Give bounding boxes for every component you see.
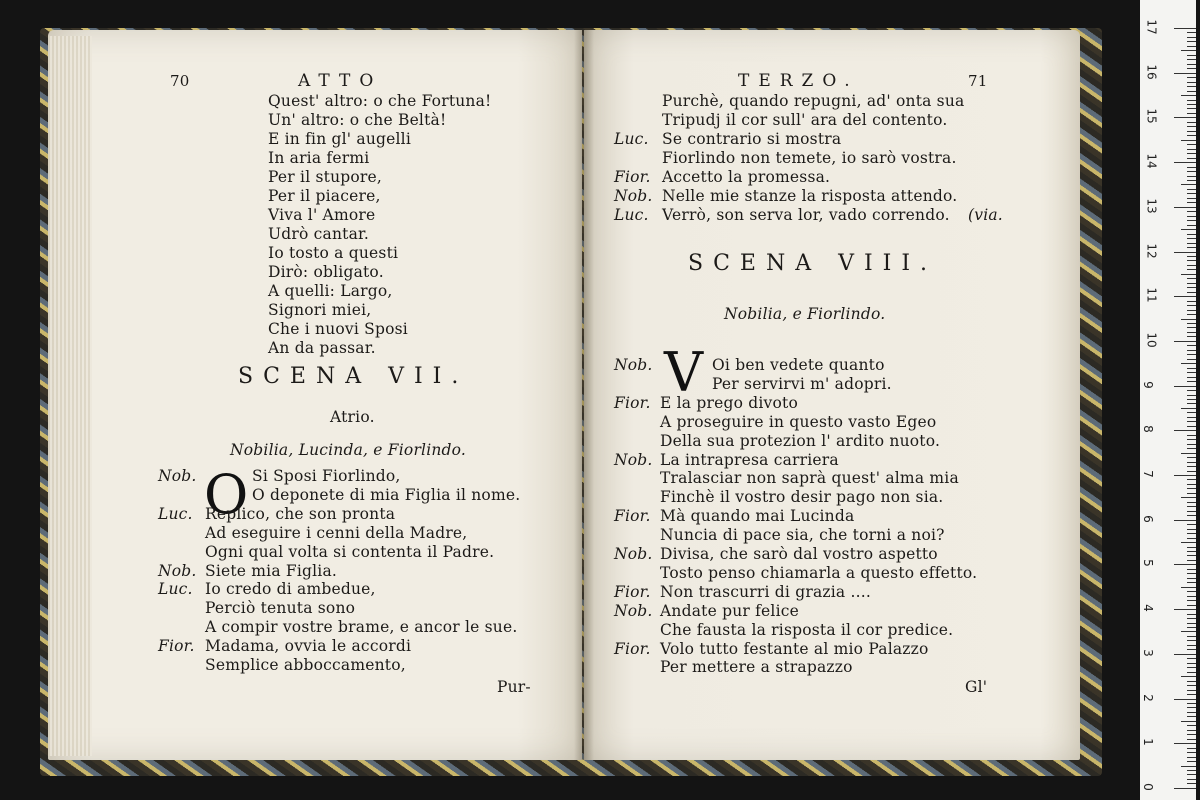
ruler-tick bbox=[1174, 117, 1196, 118]
ruler-minor-tick bbox=[1187, 623, 1196, 624]
dialogue-line: Tripudj il cor sull' ara del contento. bbox=[662, 111, 948, 129]
ruler-minor-tick bbox=[1181, 453, 1196, 454]
page-edges bbox=[48, 36, 92, 756]
ruler-minor-tick bbox=[1187, 314, 1196, 315]
ruler-minor-tick bbox=[1187, 471, 1196, 472]
verse-line: Per il stupore, bbox=[268, 168, 383, 186]
ruler-label: 5 bbox=[1140, 559, 1155, 568]
ruler-minor-tick bbox=[1187, 176, 1196, 177]
ruler-minor-tick bbox=[1187, 694, 1196, 695]
dialogue-line: Volo tutto festante al mio Palazzo bbox=[660, 639, 929, 658]
ruler-minor-tick bbox=[1187, 466, 1196, 467]
ruler-minor-tick bbox=[1187, 716, 1196, 717]
ruler-minor-tick bbox=[1187, 663, 1196, 664]
ruler-minor-tick bbox=[1187, 41, 1196, 42]
speaker-label: Fior. bbox=[614, 168, 651, 186]
ruler-label: 1 bbox=[1140, 738, 1155, 747]
ruler-minor-tick bbox=[1187, 82, 1196, 83]
ruler-tick bbox=[1174, 341, 1196, 342]
ruler-minor-tick bbox=[1187, 283, 1196, 284]
ruler-minor-tick bbox=[1187, 457, 1196, 458]
ruler-minor-tick bbox=[1181, 676, 1196, 677]
speaker-label: Fior. bbox=[158, 637, 195, 656]
verse-line: Io tosto a questi bbox=[268, 244, 399, 262]
ruler-label: 13 bbox=[1144, 198, 1159, 214]
ruler-minor-tick bbox=[1187, 569, 1196, 570]
dialogue-line: Non trascurri di grazia .... bbox=[660, 582, 871, 601]
dialogue-line: Nelle mie stanze la risposta attendo. bbox=[662, 187, 958, 205]
ruler-minor-tick bbox=[1181, 229, 1196, 230]
ruler-minor-tick bbox=[1187, 484, 1196, 485]
ruler-minor-tick bbox=[1187, 596, 1196, 597]
ruler-minor-tick bbox=[1187, 614, 1196, 615]
ruler-minor-tick bbox=[1187, 779, 1196, 780]
ruler-minor-tick bbox=[1187, 327, 1196, 328]
speaker-label: Nob. bbox=[614, 450, 653, 469]
ruler-tick bbox=[1174, 475, 1196, 476]
ruler-minor-tick bbox=[1187, 55, 1196, 56]
ruler-minor-tick bbox=[1187, 234, 1196, 235]
ruler-label: 10 bbox=[1144, 332, 1159, 348]
speaker-label: Luc. bbox=[158, 580, 193, 599]
ruler-minor-tick bbox=[1187, 636, 1196, 637]
left-drop-cap: O bbox=[204, 463, 249, 526]
ruler-minor-tick bbox=[1187, 730, 1196, 731]
ruler-minor-tick bbox=[1187, 149, 1196, 150]
ruler-minor-tick bbox=[1187, 551, 1196, 552]
ruler-minor-tick bbox=[1187, 180, 1196, 181]
ruler-label: 12 bbox=[1144, 242, 1159, 259]
ruler-minor-tick bbox=[1187, 158, 1196, 159]
dialogue-line: Purchè, quando repugni, ad' onta sua bbox=[662, 92, 965, 110]
ruler-minor-tick bbox=[1187, 681, 1196, 682]
dialogue-line: Mà quando mai Lucinda bbox=[660, 507, 855, 526]
ruler-label: 8 bbox=[1140, 425, 1155, 434]
ruler-minor-tick bbox=[1187, 202, 1196, 203]
dialogue-line: Verrò, son serva lor, vado correndo. bbox=[662, 206, 950, 224]
dialogue-line: Madama, ovvia le accordi bbox=[205, 637, 412, 656]
dialogue-line: Io credo di ambedue, bbox=[205, 580, 376, 599]
speaker-label: Fior. bbox=[614, 639, 651, 658]
ruler-minor-tick bbox=[1187, 292, 1196, 293]
dialogue-line: Tralasciar non saprà quest' alma mia bbox=[660, 469, 959, 488]
speaker-label: Luc. bbox=[614, 206, 649, 224]
ruler-minor-tick bbox=[1187, 64, 1196, 65]
ruler-minor-tick bbox=[1187, 618, 1196, 619]
ruler-minor-tick bbox=[1187, 345, 1196, 346]
ruler-tick bbox=[1174, 520, 1196, 521]
exit-stage-direction: (via. bbox=[968, 206, 1003, 224]
left-running-head: ATTO bbox=[298, 71, 383, 91]
ruler-minor-tick bbox=[1187, 707, 1196, 708]
dialogue-line: Per servirvi m' adopri. bbox=[712, 374, 892, 393]
ruler-minor-tick bbox=[1187, 332, 1196, 333]
ruler-minor-tick bbox=[1187, 757, 1196, 758]
speaker-label: Nob. bbox=[158, 561, 197, 580]
ruler-minor-tick bbox=[1187, 627, 1196, 628]
ruler-minor-tick bbox=[1187, 752, 1196, 753]
ruler-minor-tick bbox=[1187, 287, 1196, 288]
ruler-minor-tick bbox=[1187, 591, 1196, 592]
ruler-label: 16 bbox=[1144, 64, 1159, 80]
ruler-minor-tick bbox=[1187, 310, 1196, 311]
left-scene-title: SCENA VII. bbox=[238, 364, 469, 389]
ruler-minor-tick bbox=[1187, 86, 1196, 87]
ruler-minor-tick bbox=[1187, 220, 1196, 221]
right-scene-characters: Nobilia, e Fiorlindo. bbox=[724, 305, 886, 323]
ruler-minor-tick bbox=[1187, 395, 1196, 396]
ruler-minor-tick bbox=[1187, 739, 1196, 740]
ruler-minor-tick bbox=[1187, 690, 1196, 691]
verse-line: A quelli: Largo, bbox=[268, 282, 393, 300]
ruler-minor-tick bbox=[1187, 506, 1196, 507]
dialogue-line: Replico, che son pronta bbox=[205, 504, 396, 523]
ruler-minor-tick bbox=[1187, 582, 1196, 583]
ruler-label: 0 bbox=[1140, 783, 1155, 791]
ruler-minor-tick bbox=[1187, 439, 1196, 440]
ruler-tick bbox=[1174, 73, 1196, 74]
ruler-minor-tick bbox=[1181, 631, 1196, 632]
ruler-minor-tick bbox=[1187, 135, 1196, 136]
ruler-minor-tick bbox=[1181, 766, 1196, 767]
ruler-minor-tick bbox=[1187, 703, 1196, 704]
ruler-minor-tick bbox=[1187, 359, 1196, 360]
dialogue-line: Che fausta la risposta il cor predice. bbox=[660, 620, 954, 639]
ruler-minor-tick bbox=[1187, 278, 1196, 279]
speaker-label: Fior. bbox=[614, 393, 651, 412]
ruler-minor-tick bbox=[1187, 269, 1196, 270]
speaker-label: Luc. bbox=[158, 504, 193, 523]
dialogue-line: O deponete di mia Figlia il nome. bbox=[252, 485, 521, 504]
ruler-minor-tick bbox=[1187, 770, 1196, 771]
ruler-minor-tick bbox=[1187, 189, 1196, 190]
right-drop-cap: V bbox=[664, 341, 703, 404]
ruler-tick bbox=[1174, 296, 1196, 297]
ruler-minor-tick bbox=[1187, 605, 1196, 606]
ruler-minor-tick bbox=[1187, 131, 1196, 132]
speaker-label: Fior. bbox=[614, 582, 651, 601]
ruler-minor-tick bbox=[1187, 511, 1196, 512]
verse-line: Dirò: obligato. bbox=[268, 263, 384, 281]
measurement-ruler bbox=[1140, 0, 1196, 800]
ruler-minor-tick bbox=[1187, 712, 1196, 713]
ruler-minor-tick bbox=[1187, 153, 1196, 154]
verse-line: Per il piacere, bbox=[268, 187, 381, 205]
ruler-minor-tick bbox=[1187, 761, 1196, 762]
ruler-minor-tick bbox=[1187, 560, 1196, 561]
ruler-minor-tick bbox=[1187, 421, 1196, 422]
dialogue-line: Perciò tenuta sono bbox=[205, 599, 356, 618]
ruler-minor-tick bbox=[1187, 377, 1196, 378]
ruler-minor-tick bbox=[1187, 658, 1196, 659]
dialogue-line: Semplice abboccamento, bbox=[205, 656, 406, 674]
ruler-minor-tick bbox=[1187, 444, 1196, 445]
dialogue-line: Oi ben vedete quanto bbox=[712, 356, 885, 374]
dialogue-line: E la prego divoto bbox=[660, 393, 798, 412]
speaker-label: Nob. bbox=[614, 545, 653, 563]
ruler-minor-tick bbox=[1187, 247, 1196, 248]
ruler-label: 15 bbox=[1144, 108, 1159, 125]
ruler-minor-tick bbox=[1187, 390, 1196, 391]
dialogue-line: A compir vostre brame, e ancor le sue. bbox=[205, 618, 518, 637]
book-gutter bbox=[574, 30, 594, 760]
ruler-minor-tick bbox=[1187, 193, 1196, 194]
ruler-minor-tick bbox=[1187, 448, 1196, 449]
ruler-minor-tick bbox=[1187, 46, 1196, 47]
left-catchword: Pur- bbox=[497, 678, 531, 696]
ruler-tick bbox=[1174, 564, 1196, 565]
ruler-minor-tick bbox=[1187, 529, 1196, 530]
dialogue-line: A proseguire in questo vasto Egeo bbox=[660, 412, 937, 431]
ruler-tick bbox=[1174, 207, 1196, 208]
ruler-minor-tick bbox=[1187, 77, 1196, 78]
verse-line: Udrò cantar. bbox=[268, 225, 370, 243]
right-page-number: 71 bbox=[968, 72, 988, 90]
right-catchword: Gl' bbox=[965, 678, 988, 696]
ruler-minor-tick bbox=[1187, 171, 1196, 172]
ruler-minor-tick bbox=[1187, 547, 1196, 548]
ruler-minor-tick bbox=[1181, 50, 1196, 51]
ruler-minor-tick bbox=[1187, 260, 1196, 261]
ruler-tick bbox=[1174, 743, 1196, 744]
ruler-minor-tick bbox=[1181, 497, 1196, 498]
ruler-tick bbox=[1174, 699, 1196, 700]
ruler-minor-tick bbox=[1187, 238, 1196, 239]
dialogue-line: Finchè il vostro desir pago non sia. bbox=[660, 488, 944, 507]
dialogue-line: Se contrario si mostra bbox=[662, 130, 842, 148]
dialogue-line: Della sua protezion l' ardito nuoto. bbox=[660, 431, 941, 450]
ruler-label: 2 bbox=[1140, 693, 1155, 702]
ruler-minor-tick bbox=[1187, 524, 1196, 525]
ruler-minor-tick bbox=[1187, 600, 1196, 601]
ruler-minor-tick bbox=[1187, 37, 1196, 38]
dialogue-line: Siete mia Figlia. bbox=[205, 561, 338, 580]
ruler-label: 7 bbox=[1140, 470, 1155, 478]
ruler-minor-tick bbox=[1187, 323, 1196, 324]
ruler-label: 6 bbox=[1140, 514, 1155, 523]
ruler-minor-tick bbox=[1187, 488, 1196, 489]
dialogue-line: Tosto penso chiamarla a questo effetto. bbox=[660, 563, 978, 582]
ruler-label: 17 bbox=[1144, 19, 1159, 35]
ruler-tick bbox=[1174, 654, 1196, 655]
ruler-tick bbox=[1174, 252, 1196, 253]
verse-line: Che i nuovi Sposi bbox=[268, 320, 408, 338]
ruler-minor-tick bbox=[1187, 538, 1196, 539]
ruler-minor-tick bbox=[1187, 399, 1196, 400]
left-scene-setting: Atrio. bbox=[330, 408, 375, 426]
ruler-minor-tick bbox=[1187, 144, 1196, 145]
ruler-minor-tick bbox=[1187, 417, 1196, 418]
ruler-minor-tick bbox=[1187, 479, 1196, 480]
ruler-minor-tick bbox=[1187, 211, 1196, 212]
verse-line: Un' altro: o che Beltà! bbox=[268, 111, 447, 129]
ruler-minor-tick bbox=[1187, 68, 1196, 69]
ruler-minor-tick bbox=[1187, 533, 1196, 534]
verse-line: In aria fermi bbox=[268, 149, 370, 167]
ruler-label: 11 bbox=[1144, 287, 1159, 303]
dialogue-line: Andate pur felice bbox=[660, 601, 799, 620]
ruler-minor-tick bbox=[1187, 198, 1196, 199]
ruler-minor-tick bbox=[1181, 408, 1196, 409]
ruler-minor-tick bbox=[1187, 113, 1196, 114]
dialogue-line: Divisa, che sarò dal vostro aspetto bbox=[660, 545, 938, 563]
ruler-minor-tick bbox=[1187, 59, 1196, 60]
ruler-minor-tick bbox=[1187, 100, 1196, 101]
ruler-minor-tick bbox=[1187, 649, 1196, 650]
ruler-minor-tick bbox=[1187, 167, 1196, 168]
ruler-minor-tick bbox=[1187, 104, 1196, 105]
ruler-minor-tick bbox=[1181, 363, 1196, 364]
ruler-minor-tick bbox=[1181, 274, 1196, 275]
ruler-minor-tick bbox=[1187, 555, 1196, 556]
right-scene-title: SCENA VIII. bbox=[688, 251, 938, 276]
ruler-minor-tick bbox=[1187, 748, 1196, 749]
ruler-minor-tick bbox=[1187, 368, 1196, 369]
ruler-tick bbox=[1174, 609, 1196, 610]
ruler-tick bbox=[1174, 28, 1196, 29]
ruler-minor-tick bbox=[1181, 319, 1196, 320]
ruler-minor-tick bbox=[1181, 721, 1196, 722]
ruler-minor-tick bbox=[1187, 573, 1196, 574]
ruler-minor-tick bbox=[1187, 515, 1196, 516]
ruler-minor-tick bbox=[1187, 435, 1196, 436]
ruler-minor-tick bbox=[1187, 354, 1196, 355]
ruler-minor-tick bbox=[1187, 301, 1196, 302]
dialogue-line: La intrapresa carriera bbox=[660, 450, 839, 469]
ruler-minor-tick bbox=[1187, 493, 1196, 494]
ruler-label: 14 bbox=[1144, 153, 1159, 169]
ruler-minor-tick bbox=[1187, 426, 1196, 427]
dialogue-line: Accetto la promessa. bbox=[662, 168, 831, 186]
ruler-label: 9 bbox=[1140, 380, 1155, 389]
ruler-minor-tick bbox=[1187, 108, 1196, 109]
ruler-tick bbox=[1174, 162, 1196, 163]
ruler-minor-tick bbox=[1187, 225, 1196, 226]
ruler-minor-tick bbox=[1187, 256, 1196, 257]
speaker-label: Nob. bbox=[614, 187, 653, 205]
ruler-minor-tick bbox=[1187, 412, 1196, 413]
verse-line: Quest' altro: o che Fortuna! bbox=[268, 92, 492, 110]
ruler-minor-tick bbox=[1187, 381, 1196, 382]
ruler-minor-tick bbox=[1187, 403, 1196, 404]
ruler-minor-tick bbox=[1181, 184, 1196, 185]
dialogue-line: Ogni qual volta si contenta il Padre. bbox=[205, 542, 495, 561]
verse-line: E in fin gl' augelli bbox=[268, 130, 411, 148]
ruler-label: 4 bbox=[1140, 604, 1155, 612]
ruler-minor-tick bbox=[1187, 350, 1196, 351]
ruler-minor-tick bbox=[1187, 265, 1196, 266]
dialogue-line: Ad eseguire i cenni della Madre, bbox=[205, 523, 468, 542]
verse-line: Viva l' Amore bbox=[268, 206, 376, 224]
ruler-minor-tick bbox=[1187, 122, 1196, 123]
ruler-tick bbox=[1174, 788, 1196, 789]
ruler-minor-tick bbox=[1187, 462, 1196, 463]
dialogue-line: Per mettere a strapazzo bbox=[660, 658, 853, 677]
ruler-minor-tick bbox=[1187, 685, 1196, 686]
speaker-label: Nob. bbox=[614, 601, 653, 620]
ruler-tick bbox=[1174, 386, 1196, 387]
verse-line: An da passar. bbox=[268, 339, 376, 357]
dialogue-line: Nuncia di pace sia, che torni a noi? bbox=[660, 526, 945, 545]
dialogue-line: Fiorlindo non temete, io sarò vostra. bbox=[662, 149, 957, 167]
speaker-label: Luc. bbox=[614, 130, 649, 148]
ruler-minor-tick bbox=[1187, 725, 1196, 726]
left-scene-characters: Nobilia, Lucinda, e Fiorlindo. bbox=[230, 441, 467, 459]
ruler-label: 3 bbox=[1140, 648, 1155, 657]
verse-line: Signori miei, bbox=[268, 301, 372, 319]
ruler-minor-tick bbox=[1187, 126, 1196, 127]
ruler-minor-tick bbox=[1187, 243, 1196, 244]
ruler-minor-tick bbox=[1187, 216, 1196, 217]
ruler-minor-tick bbox=[1181, 587, 1196, 588]
ruler-minor-tick bbox=[1187, 305, 1196, 306]
ruler-minor-tick bbox=[1187, 640, 1196, 641]
ruler-minor-tick bbox=[1187, 336, 1196, 337]
ruler-minor-tick bbox=[1181, 542, 1196, 543]
ruler-minor-tick bbox=[1187, 774, 1196, 775]
left-page-number: 70 bbox=[170, 72, 190, 90]
speaker-label: Nob. bbox=[614, 356, 653, 374]
ruler-minor-tick bbox=[1187, 734, 1196, 735]
ruler-minor-tick bbox=[1187, 578, 1196, 579]
right-running-head: TERZO. bbox=[738, 71, 859, 91]
ruler-minor-tick bbox=[1187, 645, 1196, 646]
dialogue-line: Si Sposi Fiorlindo, bbox=[252, 467, 401, 485]
ruler-minor-tick bbox=[1187, 672, 1196, 673]
ruler-minor-tick bbox=[1181, 95, 1196, 96]
ruler-minor-tick bbox=[1187, 783, 1196, 784]
ruler-minor-tick bbox=[1187, 667, 1196, 668]
ruler-minor-tick bbox=[1187, 91, 1196, 92]
ruler-minor-tick bbox=[1187, 502, 1196, 503]
speaker-label: Nob. bbox=[158, 467, 197, 485]
ruler-minor-tick bbox=[1181, 140, 1196, 141]
ruler-minor-tick bbox=[1187, 372, 1196, 373]
ruler-minor-tick bbox=[1187, 32, 1196, 33]
ruler-tick bbox=[1174, 430, 1196, 431]
speaker-label: Fior. bbox=[614, 507, 651, 526]
